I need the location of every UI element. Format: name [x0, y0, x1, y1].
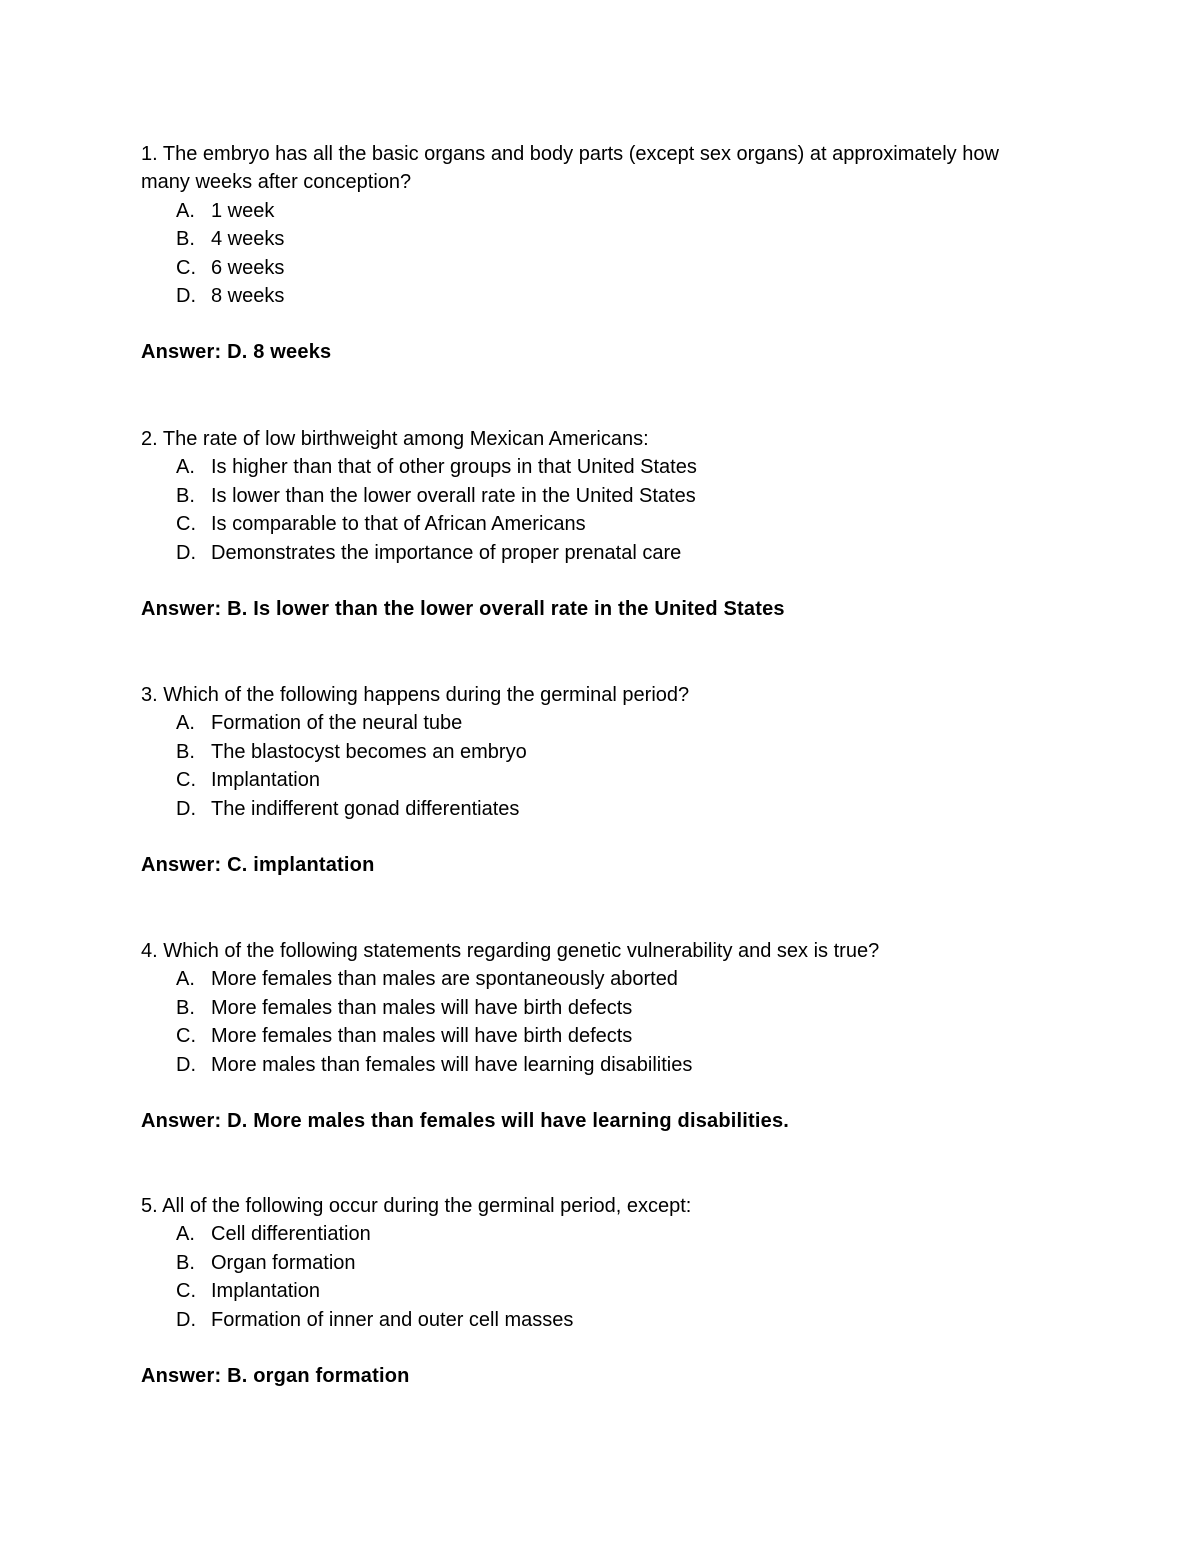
option-letter: A.: [176, 712, 195, 735]
options-list: [141, 453, 1041, 567]
option-letter: A.: [176, 968, 195, 991]
option-text: Is lower than the lower overall rate in the United States: [211, 484, 696, 507]
option-c: [141, 1022, 1041, 1050]
option-text: Demonstrates the importance of proper prenatal care: [211, 541, 682, 564]
question-5: [141, 1192, 1041, 1390]
option-text: The blastocyst becomes an embryo: [211, 740, 527, 763]
option-letter: D.: [176, 797, 196, 820]
options-list: [141, 965, 1041, 1079]
option-text: Implantation: [211, 1280, 320, 1303]
option-b: [141, 225, 1041, 253]
option-text: More females than males are spontaneously aborted: [211, 968, 678, 991]
question-1: [141, 140, 1041, 367]
option-letter: D.: [176, 1308, 196, 1331]
question-number: 3.: [141, 684, 158, 706]
option-letter: D.: [176, 541, 196, 564]
option-text: 4 weeks: [211, 228, 285, 251]
question-prompt: The rate of low birthweight among Mexican Americans:: [162, 428, 649, 450]
option-d: [141, 539, 1041, 567]
option-text: More males than females will have learning disabilities: [211, 1053, 693, 1076]
option-text: More females than males will have birth defects: [211, 1025, 633, 1048]
question-text: [141, 425, 1041, 453]
option-letter: C.: [176, 1025, 196, 1048]
option-a: [141, 197, 1041, 225]
options-list: [141, 709, 1041, 823]
option-text: Implantation: [211, 769, 320, 792]
option-a: [141, 1220, 1041, 1248]
question-prompt: Which of the following statements regarding genetic vulnerability and sex is true?: [163, 940, 880, 962]
answer-line: Answer: B. organ formation: [141, 1364, 410, 1387]
option-d: [141, 795, 1041, 823]
option-letter: D.: [176, 284, 196, 307]
question-number: 5.: [141, 1195, 158, 1217]
option-letter: B.: [176, 228, 195, 251]
answer-line: Answer: D. More males than females will have learning disabilities.: [141, 1109, 790, 1132]
question-2: [141, 425, 1041, 623]
option-a: [141, 709, 1041, 737]
option-b: [141, 482, 1041, 510]
option-letter: C.: [176, 1280, 196, 1303]
option-text: The indifferent gonad differentiates: [211, 797, 520, 820]
options-list: [141, 1220, 1041, 1334]
options-list: [141, 197, 1041, 311]
option-d: [141, 1306, 1041, 1334]
option-text: Formation of the neural tube: [211, 712, 463, 735]
option-c: [141, 1277, 1041, 1305]
option-text: Is comparable to that of African Americans: [211, 513, 586, 536]
question-prompt: All of the following occur during the germinal period, except:: [162, 1195, 692, 1217]
option-text: Cell differentiation: [211, 1223, 371, 1246]
option-b: [141, 738, 1041, 766]
option-text: Formation of inner and outer cell masses: [211, 1308, 574, 1331]
option-c: [141, 510, 1041, 538]
question-text: [141, 681, 1041, 709]
option-text: 6 weeks: [211, 256, 285, 279]
option-letter: B.: [176, 1251, 195, 1274]
option-d: [141, 1051, 1041, 1079]
option-text: More females than males will have birth defects: [211, 996, 633, 1019]
option-letter: D.: [176, 1053, 196, 1076]
answer-line: Answer: D. 8 weeks: [141, 341, 332, 364]
question-text: [141, 1192, 1041, 1220]
option-letter: B.: [176, 740, 195, 763]
option-letter: C.: [176, 769, 196, 792]
question-number: 4.: [141, 940, 158, 962]
option-c: [141, 254, 1041, 282]
option-letter: B.: [176, 484, 195, 507]
question-3: [141, 681, 1041, 879]
question-prompt: Which of the following happens during the germinal period?: [163, 684, 690, 706]
answer-line: Answer: C. implantation: [141, 853, 375, 876]
option-b: [141, 994, 1041, 1022]
question-4: [141, 937, 1041, 1135]
question-number: 1.: [141, 143, 158, 165]
question-text: [141, 937, 1041, 965]
option-d: [141, 282, 1041, 310]
option-text: Organ formation: [211, 1251, 356, 1274]
question-number: 2.: [141, 428, 158, 450]
question-text: [141, 140, 1041, 197]
option-text: 8 weeks: [211, 284, 285, 307]
answer-line: Answer: B. Is lower than the lower overall rate in the United States: [141, 597, 785, 620]
option-letter: A.: [176, 1223, 195, 1246]
option-letter: C.: [176, 513, 196, 536]
option-b: [141, 1249, 1041, 1277]
option-text: Is higher than that of other groups in that United States: [211, 456, 697, 479]
option-a: [141, 965, 1041, 993]
question-prompt: The embryo has all the basic organs and body parts (except sex organs) at approximately how many weeks after conception?: [141, 143, 999, 194]
option-text: 1 week: [211, 199, 275, 222]
option-letter: A.: [176, 199, 195, 222]
option-c: [141, 766, 1041, 794]
option-letter: A.: [176, 456, 195, 479]
option-letter: B.: [176, 996, 195, 1019]
option-a: [141, 453, 1041, 481]
option-letter: C.: [176, 256, 196, 279]
